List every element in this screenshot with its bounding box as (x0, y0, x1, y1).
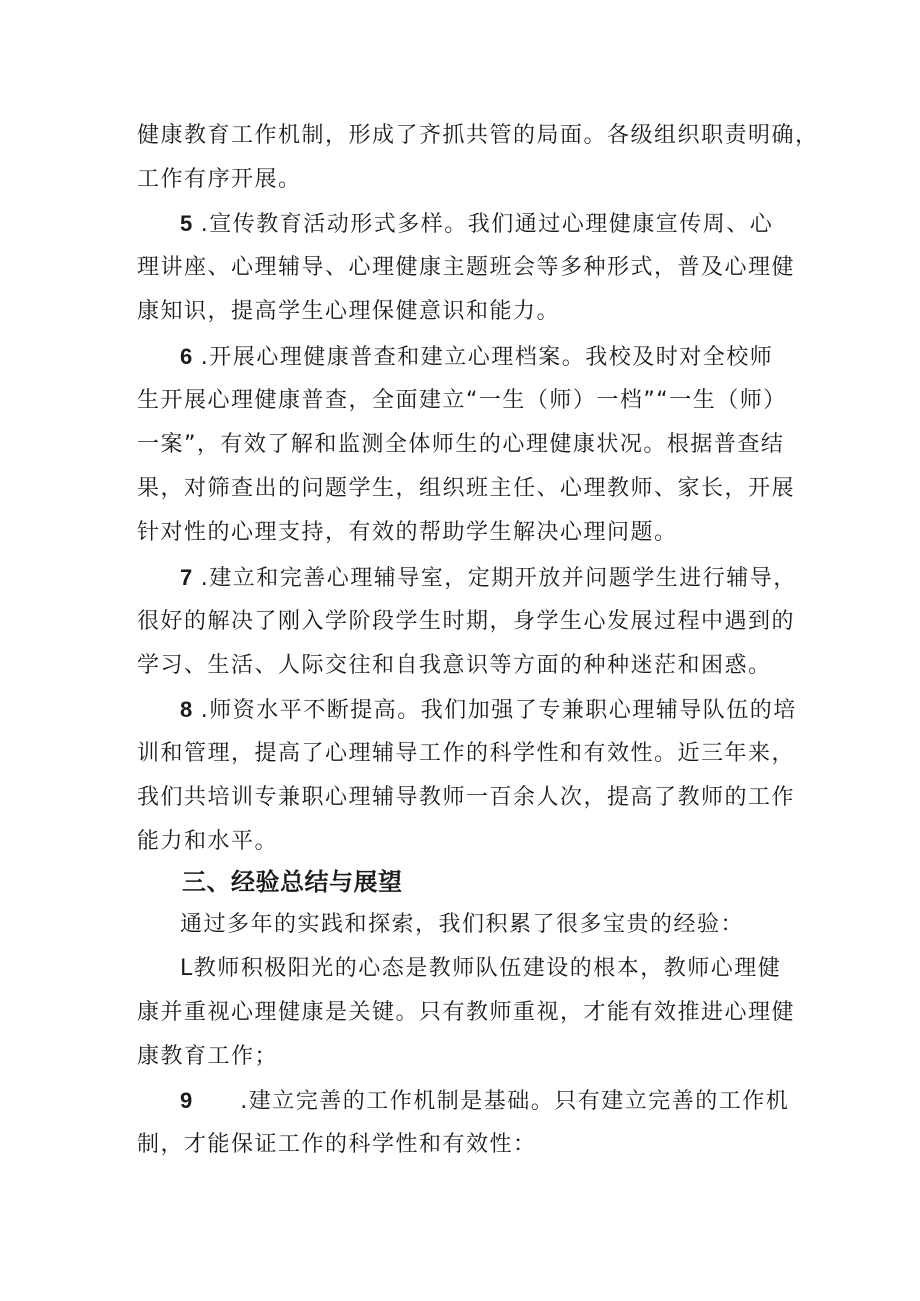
section-intro: 通过多年的实践和探索，我们积累了很多宝贵的经验： (180, 912, 745, 937)
paragraph-line: 生开展心理健康普查，全面建立“一生（师）一档”“一生（师） (137, 388, 787, 413)
section-heading: 三、经验总结与展望 (182, 868, 403, 896)
item-text: .开展心理健康普查和建立心理档案。我校及时对全校师 (200, 345, 774, 370)
item-number: 6 (180, 344, 193, 369)
paragraph-line: 我们共培训专兼职心理辅导教师一百余人次，提高了教师的工作 (137, 785, 796, 810)
item-5-first-line (180, 204, 773, 244)
item-text: .建立和完善心理辅导室，定期开放并问题学生进行辅导， (200, 566, 797, 591)
paragraph-line: 制，才能保证工作的科学性和有效性： (137, 1132, 537, 1157)
paragraph-line: 康知识，提高学生心理保健意识和能力。 (137, 299, 561, 324)
item-8-first-line (180, 690, 797, 730)
item-number: 5 (180, 211, 193, 236)
item-number: 7 (180, 565, 193, 590)
item-text: .建立完善的工作机制是基础。只有建立完善的工作机 (240, 1089, 790, 1114)
paragraph-line: 很好的解决了刚入学阶段学生时期，身学生心发展过程中遇到的 (137, 609, 796, 634)
paragraph-line: 针对性的心理支持，有效的帮助学生解决心理问题。 (137, 520, 678, 545)
item-7-first-line (180, 558, 797, 598)
paragraph-line: 理讲座、心理辅导、心理健康主题班会等多种形式，普及心理健 (137, 255, 796, 280)
item-text: .师资水平不断提高。我们加强了专兼职心理辅导队伍的培 (200, 698, 797, 723)
paragraph-line: 学习、生活、人际交往和自我意识等方面的种种迷茫和困惑。 (137, 653, 772, 678)
paragraph-line: 康教育工作； (137, 1044, 279, 1069)
item-text: .宣传教育活动形式多样。我们通过心理健康宣传周、心 (200, 212, 774, 237)
paragraph-line: 工作有序开展。 (137, 167, 302, 192)
item-number: 9 (180, 1088, 193, 1113)
paragraph-line: 能力和水平。 (137, 829, 279, 854)
item-6-first-line (180, 337, 773, 377)
paragraph-line: 训和管理，提高了心理辅导工作的科学性和有效性。近三年来， (137, 741, 796, 766)
paragraph-line: 果，对筛查出的问题学生，组织班主任、心理教师、家长，开展 (137, 476, 796, 501)
paragraph-line: 一案”，有效了解和监测全体师生的心理健康状况。根据普查结 (137, 432, 785, 457)
item-number: 8 (180, 697, 193, 722)
paragraph-line: 健康教育工作机制，形成了齐抓共管的局面。各级组织职责明确， (137, 123, 819, 148)
item-9-first-line (180, 1081, 789, 1121)
paragraph-line: 康并重视心理健康是关键。只有教师重视，才能有效推进心理健 (137, 1000, 796, 1025)
item-l-first-line: L教师积极阳光的心态是教师队伍建设的根本，教师心理健 (180, 956, 782, 981)
